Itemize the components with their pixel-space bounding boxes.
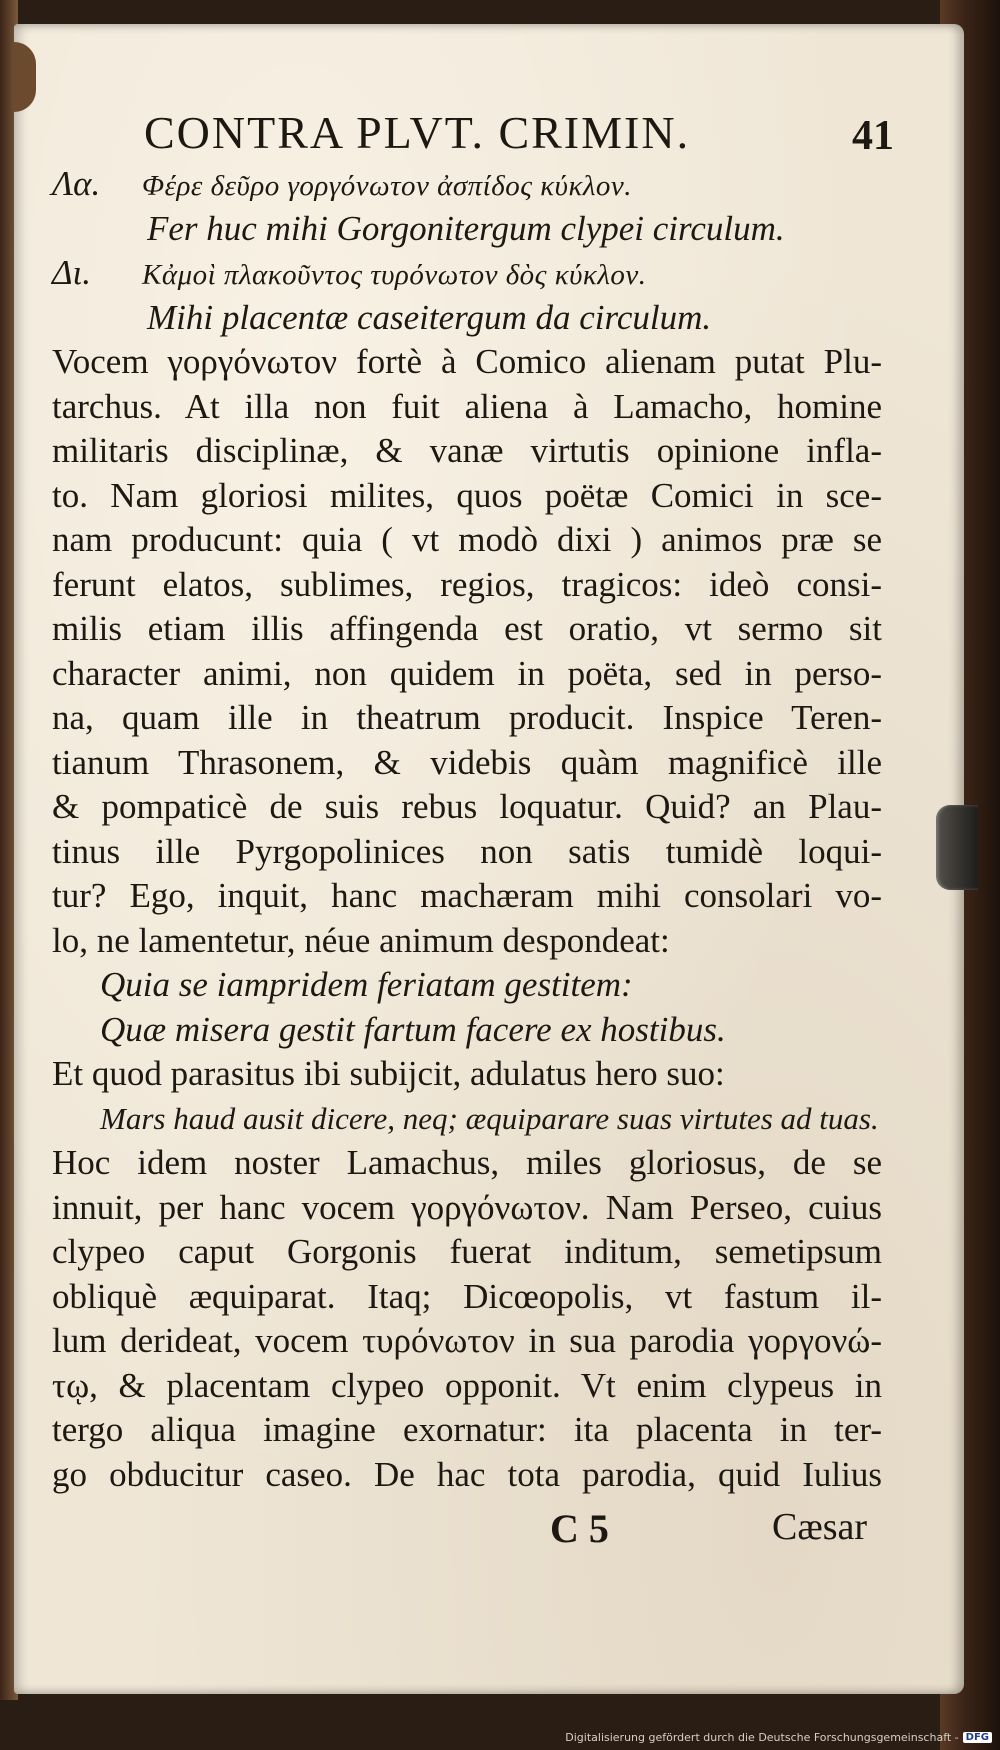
text-line: go obducitur caseo. De hac tota parodia, quid Iulius	[52, 1454, 882, 1494]
text-line: ferunt elatos, sublimes, regios, tragicos: ideò consi-	[52, 564, 882, 604]
text-line: tinus ille Pyrgopolinices non satis tumidè loqui-	[52, 831, 882, 871]
text-line: Mihi placentæ caseitergum da circulum.	[147, 297, 712, 337]
text-line	[52, 162, 882, 207]
text-line: milis etiam illis affingenda est oratio, vt sermo sit	[52, 609, 882, 648]
text-line: Quia se iampridem feriatam gestitem:	[100, 965, 633, 1004]
text-line: nam producunt: quia ( vt modò dixi ) animos præ se	[52, 520, 882, 559]
credit-text: Digitalisierung gefördert durch die Deutsche Forschungsgemeinschaft -	[565, 1731, 959, 1744]
text-line	[52, 251, 882, 296]
speaker-label: Λα.	[52, 164, 101, 203]
text-line: τῳ, & placentam clypeo opponit. Vt enim clypeus in	[52, 1365, 882, 1405]
text-line: Quæ misera gestit fartum facere ex hostibus.	[100, 1009, 726, 1049]
book-page	[14, 24, 964, 1694]
page-text-block	[52, 106, 894, 1563]
speaker-label: Δι.	[52, 253, 92, 292]
text-line: tergo aliqua imagine exornatur: ita placenta in ter-	[52, 1410, 882, 1449]
text-line: Mars haud ausit dicere, neq; æquiparare suas virtutes ad tuas.	[100, 1100, 879, 1136]
text-line: Vocem γοργόνωτον fortè à Comico alienam putat Plu-	[52, 342, 882, 381]
running-header	[52, 106, 894, 162]
text-line: tarchus. At illa non fuit aliena à Lamacho, homine	[52, 386, 882, 426]
text-line: militaris disciplinæ, & vanæ virtutis opinione infla-	[52, 431, 882, 470]
body-text	[52, 162, 882, 1497]
text-line: innuit, per hanc vocem γοργόνωτον. Nam Perseo, cuius	[52, 1187, 882, 1227]
text-line: Hoc idem noster Lamachus, miles gloriosus, de se	[52, 1143, 882, 1182]
text-line: na, quam ille in theatrum producit. Inspice Teren-	[52, 698, 882, 737]
text-line: lum derideat, vocem τυρόνωτον in sua parodia γοργονώ-	[52, 1321, 882, 1360]
text-line: clypeo caput Gorgonis fuerat inditum, semetipsum	[52, 1232, 882, 1271]
text-line: to. Nam gloriosi milites, quos poëtæ Comici in sce-	[52, 475, 882, 515]
text-line: tur? Ego, inquit, hanc machæram mihi consolari vo-	[52, 876, 882, 915]
catchword: Cæsar	[772, 1506, 867, 1548]
digitization-credit	[565, 1731, 992, 1744]
text-line: & pompaticè de suis rebus loquatur. Quid? an Plau-	[52, 787, 882, 826]
text-line: Et quod parasitus ibi subijcit, adulatus hero suo:	[52, 1054, 725, 1093]
greek-verse: Φέρε δεῦρο γοργόνωτον ἀσπίδος κύκλον.	[142, 170, 633, 202]
text-line: Fer huc mihi Gorgonitergum clypei circulum.	[147, 208, 785, 248]
signature-mark: C 5	[550, 1506, 609, 1551]
text-line: character animi, non quidem in poëta, sed in perso-	[52, 653, 882, 693]
page-number: 41	[852, 113, 894, 159]
text-line: lo, ne lamentetur, néue animum despondeat:	[52, 920, 670, 960]
page-footer	[52, 1503, 882, 1563]
running-title: CONTRA PLVT. CRIMIN.	[144, 107, 691, 158]
greek-verse: Κἀμοὶ πλακοῦντος τυρόνωτον δὸς κύκλον.	[142, 259, 647, 291]
book-clasp	[936, 805, 978, 890]
dfg-logo-icon: DFG	[963, 1732, 992, 1743]
text-line: tianum Thrasonem, & videbis quàm magnificè ille	[52, 742, 882, 782]
text-line: obliquè æquiparat. Itaq; Dicœopolis, vt fastum il-	[52, 1276, 882, 1316]
page-notch	[14, 42, 36, 112]
